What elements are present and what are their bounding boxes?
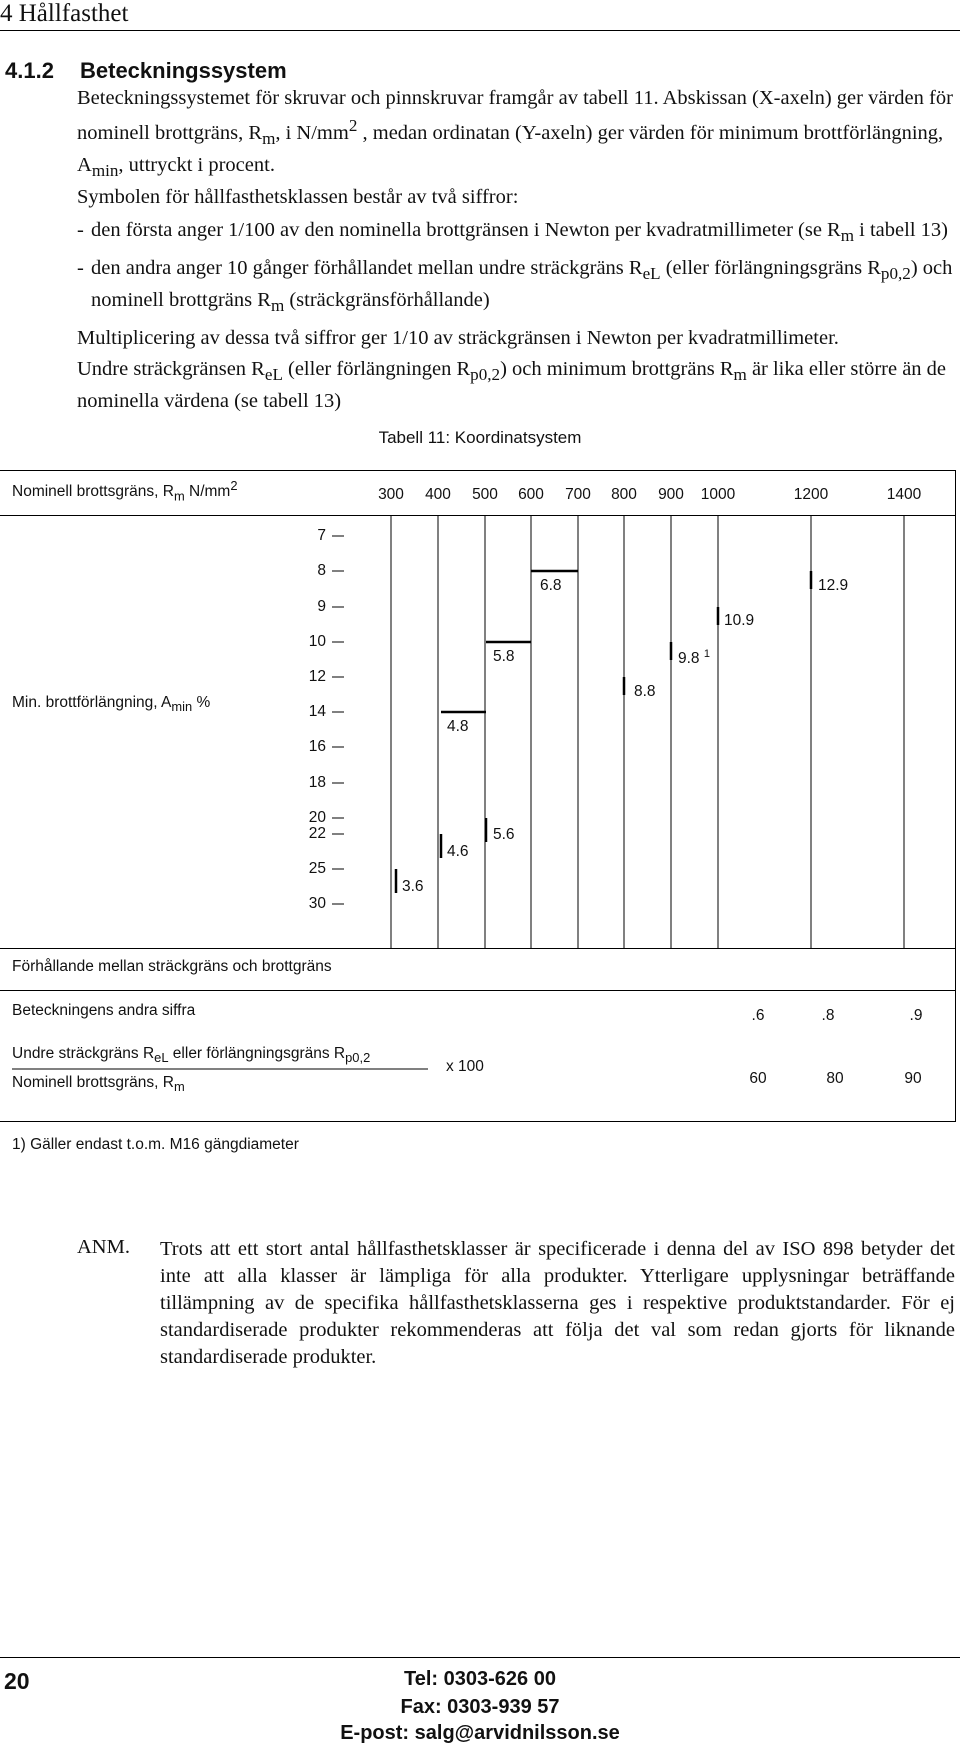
class-label-10.9: 10.9 [724, 612, 755, 629]
x-tick-500: 500 [472, 486, 498, 503]
y-tick-18: 18 [308, 774, 326, 791]
footer-rule [0, 1657, 960, 1658]
section-number: 4.1.2 [5, 58, 54, 83]
paragraph-intro: Beteckningssystemet för skruvar och pinnskruvar framgår av tabell 11. Abskissan (X-axeln) ger värden för nominell brottgräns, $R_m$, i $N/mm^2$ , medan ordinatan (Y-axeln) ger värden för minimum brottförlängning, $A_{min}$, uttryckt i procent. [77, 87, 953, 181]
y-tick-12: 12 [308, 668, 326, 685]
class-label-3.6: 3.6 [402, 878, 424, 895]
list-item: - den andra anger 10 gånger förhållandet mellan undre sträckgräns $R_{eL}$ (eller förlängningsgräns $R_{p0,2}$) och nominell brottgräns $R_m$ (sträckgränsförhållande) [77, 255, 955, 319]
y-tick-20: 20 [308, 809, 326, 826]
x-tick-600: 600 [518, 486, 544, 503]
note-text: Trots att ett stort antal hållfasthetsklasser är specificerade i denna del av ISO 898 betyder det inte att alla klasser är lämpliga för alla produkter. Ytterligare upplysningar beträffande tillämpning av de specifika hållfasthetsklasserna ges i respektive produktstandarder. För ej standardiserade produkter rekommenderas att följa det val som redan gjorts för liknande standardiserade produkter. [160, 1238, 955, 1368]
ratio-title: Förhållande mellan sträckgräns och brottgräns [12, 958, 332, 975]
y-tick-14: 14 [308, 703, 326, 720]
x-axis-label: Nominell brottsgräns, $R_m$ $N/mm^2$ [12, 478, 238, 504]
x-tick-400: 400 [425, 486, 451, 503]
second-digit-label: Beteckningens andra siffra [12, 1002, 196, 1019]
class-label-8.8: 8.8 [634, 683, 656, 700]
x-tick-1000: 1000 [700, 486, 736, 503]
class-label-4.6: 4.6 [447, 843, 469, 860]
contact-email: E-post: salg@arvidnilsson.se [340, 1722, 620, 1744]
second-digit-9: .9 [909, 1007, 923, 1024]
y-axis-label: Min. brottförlängning, $A_{min}$ % [12, 694, 211, 715]
y-tick-22: 22 [308, 825, 326, 842]
note-label: ANM. [77, 1236, 130, 1258]
y-tick-8: 8 [317, 562, 326, 579]
section-title: Beteckningssystem [80, 58, 287, 83]
second-digit-8: .8 [821, 1007, 835, 1024]
y-tick-16: 16 [308, 738, 326, 755]
x-tick-300: 300 [378, 486, 404, 503]
fraction-numerator: Undre sträckgräns $R_{eL}$ eller förlängningsgräns $R_{p0,2}$ [12, 1045, 371, 1066]
multiplier: x 100 [446, 1058, 484, 1075]
x-tick-900: 900 [658, 486, 684, 503]
paragraph-symbol: Symbolen för hållfasthetsklassen består av två siffror: [77, 186, 519, 209]
x-tick-1200: 1200 [793, 486, 829, 503]
y-tick-10: 10 [308, 633, 326, 650]
ratio-value-60: 60 [749, 1070, 767, 1087]
class-label-9.8: 9.8 $^1$ [678, 648, 710, 668]
table-caption: Tabell 11: Koordinatsystem [378, 428, 582, 447]
page-number: 20 [4, 1668, 30, 1694]
y-tick-25: 25 [308, 860, 326, 877]
y-tick-7: 7 [317, 527, 326, 544]
page-header-title: 4 Hållfasthet [0, 0, 129, 27]
x-tick-700: 700 [565, 486, 591, 503]
paragraph-lower-yield: Undre sträckgränsen $R_{eL}$ (eller förlängningen $R_{p0,2}$) och minimum brottgräns $R_m$ är lika eller större än de nominella värdena (se tabell 13) [77, 358, 947, 413]
class-label-12.9: 12.9 [818, 577, 849, 594]
class-label-5.8: 5.8 [493, 648, 515, 665]
y-tick-9: 9 [317, 598, 326, 615]
class-label-5.6: 5.6 [493, 826, 515, 843]
fraction-denominator: Nominell brottsgräns, $R_m$ [12, 1074, 185, 1095]
x-tick-1400: 1400 [886, 486, 922, 503]
list-item: - den första anger 1/100 av den nominella brottgränsen i Newton per kvadratmillimeter (se $R_m$ i tabell 13) [77, 217, 955, 249]
class-label-4.8: 4.8 [447, 718, 469, 735]
ratio-value-80: 80 [826, 1070, 844, 1087]
footnote-mark: 1 [703, 648, 710, 660]
ratio-value-90: 90 [904, 1070, 922, 1087]
paragraph-multiplication: Multiplicering av dessa två siffror ger 1/10 av sträckgränsen i Newton per kvadratmillimeter. [77, 327, 839, 350]
table-footnote: 1) Gäller endast t.o.m. M16 gängdiameter [12, 1136, 299, 1153]
second-digit-6: .6 [751, 1007, 765, 1024]
x-tick-800: 800 [611, 486, 637, 503]
contact-tel: Tel: 0303-626 00 [404, 1668, 556, 1690]
class-label-6.8: 6.8 [540, 577, 562, 594]
y-tick-30: 30 [308, 895, 326, 912]
contact-fax: Fax: 0303-939 57 [400, 1696, 560, 1718]
